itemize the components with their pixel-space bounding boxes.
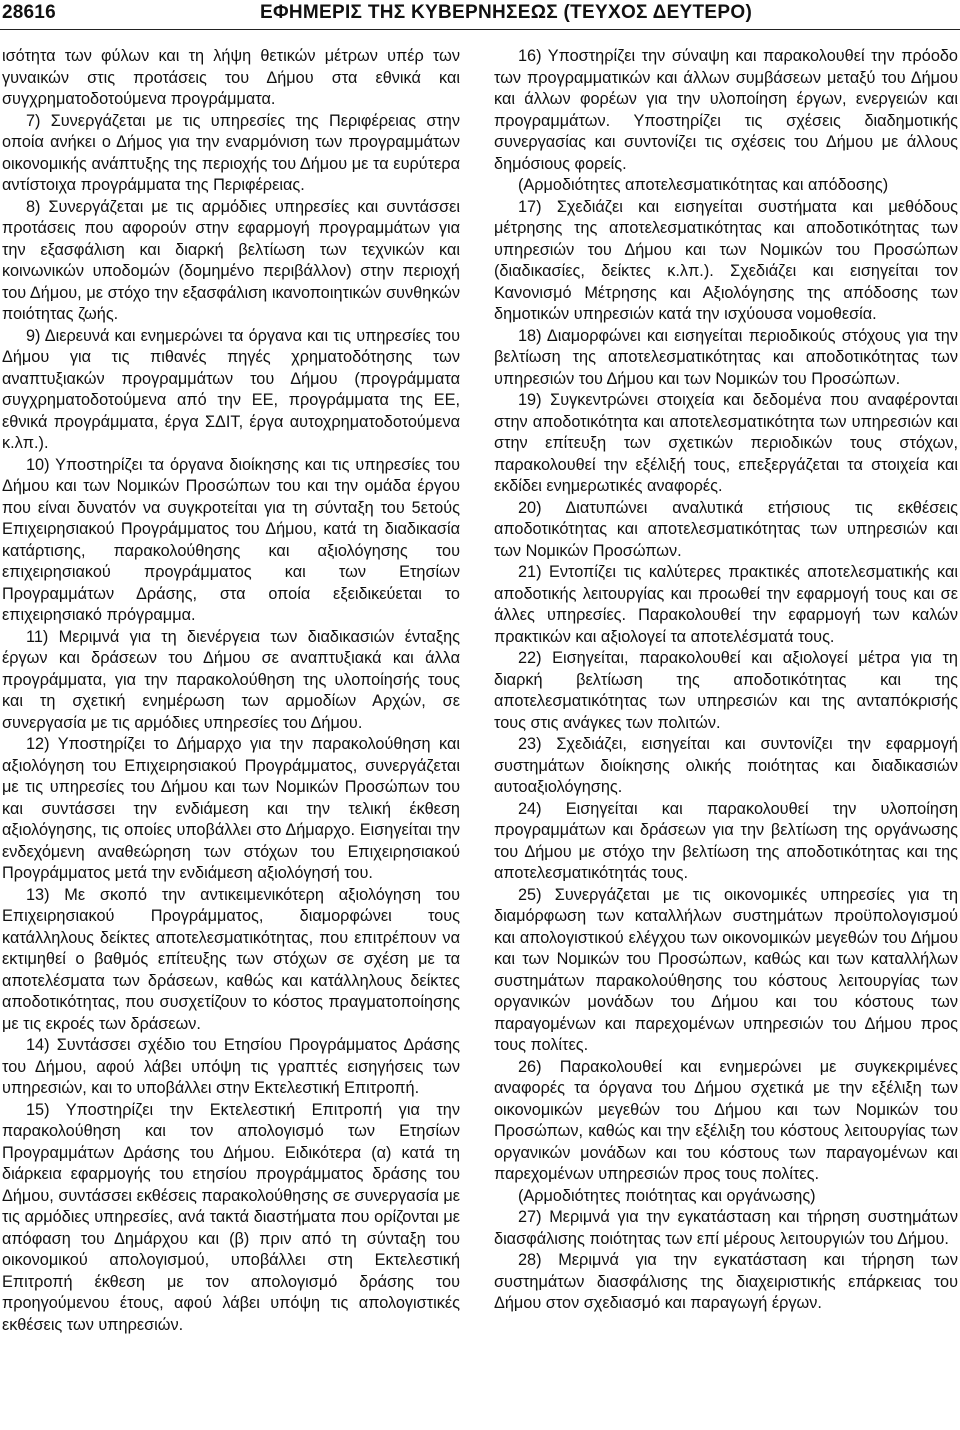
paragraph: 7) Συνεργάζεται με τις υπηρεσίες της Περιφέρειας στην οποία ανήκει ο Δήμος για την εναρμόνιση των προγραμμάτων οικονομικής ανάπτυξης της περιοχής του Δήμου με τα ευρύτερα αντίστοιχα προγράμματα της Περιφέρειας. xyxy=(2,111,460,194)
paragraph: 20) Διατυπώνει αναλυτικά ετήσιους τις εκθέσεις αποδοτικότητας και αποτελεσματικότητας των υπηρεσιών και των Νομικών Προσώπων. xyxy=(494,498,958,560)
paragraph: 13) Με σκοπό την αντικειμενικότερη αξιολόγηση του Επιχειρησιακού Προγράμματος, διαμορφώνει τους κατάλληλους δείκτες αποτελεσματικότητας, που επιτρέπουν να εκτιμηθεί ο βαθμός επίτευξης των στόχων σε σχέση με τα αποτελέσματα των δράσεων, καθώς και κατάλληλους δείκτες αποδοτικότητας, που συσχετίζουν το κόστος πραγματοποίησης με τις εκροές των δράσεων. xyxy=(2,885,460,1033)
section-heading: (Αρμοδιότητες ποιότητας και οργάνωσης) xyxy=(518,1186,816,1205)
paragraph: 8) Συνεργάζεται με τις αρμόδιες υπηρεσίες και συντάσσει προτάσεις που αφορούν στην εφαρμογή προγραμμάτων για την εξασφάλιση και διαρκή βελτίωση των τεχνικών και κοινωνικών υποδομών (δομημένο περιβάλλον) στην περιοχή του Δήμου, με στόχο την εξασφάλιση ικανοποιητικών συνθηκών ποιότητας ζωής. xyxy=(2,197,460,323)
paragraph: 11) Μεριμνά για τη διενέργεια των διαδικασιών ένταξης έργων και δράσεων του Δήμου σε αναπτυξιακά και άλλα προγράμματα, για την παρακολούθηση της υλοποίησής τους και τη σχετική ενημέρωση των αρμοδίων Αρχών, σε συνεργασία με τις αρμόδιες υπηρεσίες του Δήμου. xyxy=(2,627,460,732)
paragraph: 18) Διαμορφώνει και εισηγείται περιοδικούς στόχους για την βελτίωση της αποτελεσματικότητας και αποδοτικότητας των υπηρεσιών του Δήμου και των Νομικών του Προσώπων. xyxy=(494,326,958,388)
paragraph: 9) Διερευνά και ενημερώνει τα όργανα και τις υπηρεσίες του Δήμου για τις πιθανές πηγές χρηματοδότησης των αναπτυξιακών προγραμμάτων του Δήμου (προγράμματα συγχρηματοδοτούμενα από την ΕΕ, προγράμματα της ΕΕ, εθνικά προγράμματα, έργα ΣΔΙΤ, έργα αυτοχρηματοδοτούμενα κ.λπ.). xyxy=(2,326,460,452)
paragraph: 21) Εντοπίζει τις καλύτερες πρακτικές αποτελεσματικής και αποδοτικής λειτουργίας και προωθεί την εφαρμογή τους και σε άλλες υπηρεσίες. Παρακολουθεί την εφαρμογή των καλών πρακτικών και αξιολογεί τα αποτελέσματά τους. xyxy=(494,563,958,646)
paragraph: 22) Εισηγείται, παρακολουθεί και αξιολογεί μέτρα για τη διαρκή βελτίωση της αποδοτικότητας και της αποτελεσματικότητας των υπηρεσιών και της ανταπόκρισής τους στις ανάγκες των πολιτών. xyxy=(494,649,958,732)
paragraph: 10) Υποστηρίζει τα όργανα διοίκησης και τις υπηρεσίες του Δήμου και των Νομικών Προσώπων του και την ομάδα έργου που είναι δυνατόν να συγκροτείται για τη σύνταξη του 5ετούς Επιχειρησιακού Προγράμματος του Δήμου, κατά τη διαδικασία κατάρτισης, παρακολούθησης και αξιολόγησης του επιχειρησιακού προγράμματος και των Ετησίων Προγραμμάτων Δράσης, στα οποία εξειδικεύεται το επιχειρησιακό πρόγραμμα. xyxy=(2,455,460,624)
paragraph: 23) Σχεδιάζει, εισηγείται και συντονίζει την εφαρμογή συστημάτων διοίκησης ολικής ποιότητας και διαδικασιών αυτοαξιολόγησης. xyxy=(494,735,958,796)
paragraph: 26) Παρακολουθεί και ενημερώνει με συγκεκριμένες αναφορές τα όργανα του Δήμου σχετικά με την εξέλιξη των οικονομικών μεγεθών του Δήμου και των Νομικών του Προσώπων, καθώς και την εξέλιξη του κόστους λειτουργίας των οργανικών μονάδων και του κόστους των παραγομένων και παρεχομένων υπηρεσιών προς τους πολίτες. xyxy=(494,1057,958,1183)
paragraph: 24) Εισηγείται και παρακολουθεί την υλοποίηση προγραμμάτων και δράσεων για την βελτίωση της οργάνωσης του Δήμου με στόχο την βελτίωση της αποδοτικότητας και της αποτελεσματικότητάς τους. xyxy=(494,799,958,882)
page-number: 28616 xyxy=(2,2,56,23)
paragraph: 28) Μεριμνά για την εγκατάσταση και τήρηση των συστημάτων διασφάλισης της διαχειριστικής επάρκειας του Δήμου στον σχεδιασμό και παραγωγή έργων. xyxy=(494,1251,958,1312)
paragraph: 15) Υποστηρίζει την Εκτελεστική Επιτροπή για την παρακολούθηση και τον απολογισμό των Ετησίων Προγραμμάτων Δράσης του Δήμου. Ειδικότερα (α) κατά τη διάρκεια εφαρμογής του ετησίου προγράμματος δράσης του Δήμου, συντάσσει εκθέσεις παρακολούθησης σε συνεργασία με τις αρμόδιες υπηρεσίες, ανά τακτά διαστήματα που ορίζονται με απόφαση του Δημάρχου και (β) πριν από τη σύνταξη του οικονομικού απολογισμού, υποβάλλει στη Εκτελεστική Επιτροπή έκθεση με τον απολογισμό δράσης του προηγούμενου έτους, αφού λάβει υπόψη τις απολογιστικές εκθέσεις των υπηρεσιών. xyxy=(2,1100,460,1334)
paragraph: 27) Μεριμνά για την εγκατάσταση και τήρηση συστημάτων διασφάλισης ποιότητας των επί μέρους λειτουργιών του Δήμου. xyxy=(494,1208,958,1248)
paragraph: 17) Σχεδιάζει και εισηγείται συστήματα και μεθόδους μέτρησης της αποτελεσματικότητας και αποδοτικότητας των υπηρεσιών του Δήμου και των Νομικών του Προσώπων (διαδικασίες, δείκτες κ.λπ.). Σχεδιάζει και εισηγείται τον Κανονισμό Μέτρησης και Αξιολόγησης της απόδοσης των δημοτικών υπηρεσιών κατά την ισχύουσα νομοθεσία. xyxy=(494,197,958,323)
page-header xyxy=(0,0,960,30)
paragraph: 25) Συνεργάζεται με τις οικονομικές υπηρεσίες για τη διαμόρφωση των καταλλήλων συστημάτων προϋπολογισμού και απολογιστικού ελέγχου των οικονομικών μεγεθών του Δήμου και των Νομικών του Προσώπων, καθώς και των καταλλήλων συστημάτων παρακολούθησης του κόστους λειτουργίας των οργανικών μονάδων του Δήμου και του κόστους των παραγομένων και παρεχομένων υπηρεσιών του Δήμου προς τους πολίτες. xyxy=(494,885,958,1054)
gazette-title: ΕΦΗΜΕΡΙΣ ΤΗΣ ΚΥΒΕΡΝΗΣΕΩΣ (ΤΕΥΧΟΣ ΔΕΥΤΕΡΟ) xyxy=(260,2,753,23)
paragraph: 12) Υποστηρίζει το Δήμαρχο για την παρακολούθηση και αξιολόγηση του Επιχειρησιακού Προγράμματος, συνεργάζεται με τις υπηρεσίες του Δήμου και των Νομικών Προσώπων του και συντάσσει την ενδιάμεση και την τελική έκθεση αξιολόγησης, τις οποίες υποβάλλει στο Δήμαρχο. Εισηγείται την ενδεχόμενη αναθεώρηση των στόχων του Επιχειρησιακού Προγράμματος μετά την ενδιάμεση αξιολόγησή του. xyxy=(2,735,460,882)
paragraph: ισότητα των φύλων και τη λήψη θετικών μέτρων υπέρ των γυναικών στις προτάσεις του Δήμου στα εθνικά και συγχρηματοδοτούμενα προγράμματα. xyxy=(2,47,460,108)
left-column xyxy=(2,46,460,1426)
body-columns xyxy=(0,46,960,1426)
paragraph: 14) Συντάσσει σχέδιο του Ετησίου Προγράμματος Δράσης του Δήμου, αφού λάβει υπόψη τις γραπτές εισηγήσεις των υπηρεσιών, και το υποβάλλει στην Εκτελεστική Επιτροπή. xyxy=(2,1036,460,1097)
paragraph: 19) Συγκεντρώνει στοιχεία και δεδομένα που αναφέρονται στην αποδοτικότητα και αποτελεσματικότητα των υπηρεσιών και στην επίτευξη των σχετικών περιοδικών τους στόχων, παρακολουθεί την εξέλιξή τους, επεξεργάζεται τα στοιχεία και εκδίδει ενημερωτικές αναφορές. xyxy=(494,391,958,495)
right-column xyxy=(494,46,958,1426)
section-heading: (Αρμοδιότητες αποτελεσματικότητας και απόδοσης) xyxy=(518,176,889,194)
paragraph: 16) Υποστηρίζει την σύναψη και παρακολουθεί την πρόοδο των προγραμματικών και άλλων συμβάσεων μεταξύ του Δήμου και άλλων φορέων για την υλοποίηση έργων, ενεργειών και προγραμμάτων. Υποστηρίζει τις σχέσεις διαδημοτικής συνεργασίας και συντονίζει τις σχέσεις του Δήμου με άλλους δημόσιους φορείς. xyxy=(494,47,958,173)
